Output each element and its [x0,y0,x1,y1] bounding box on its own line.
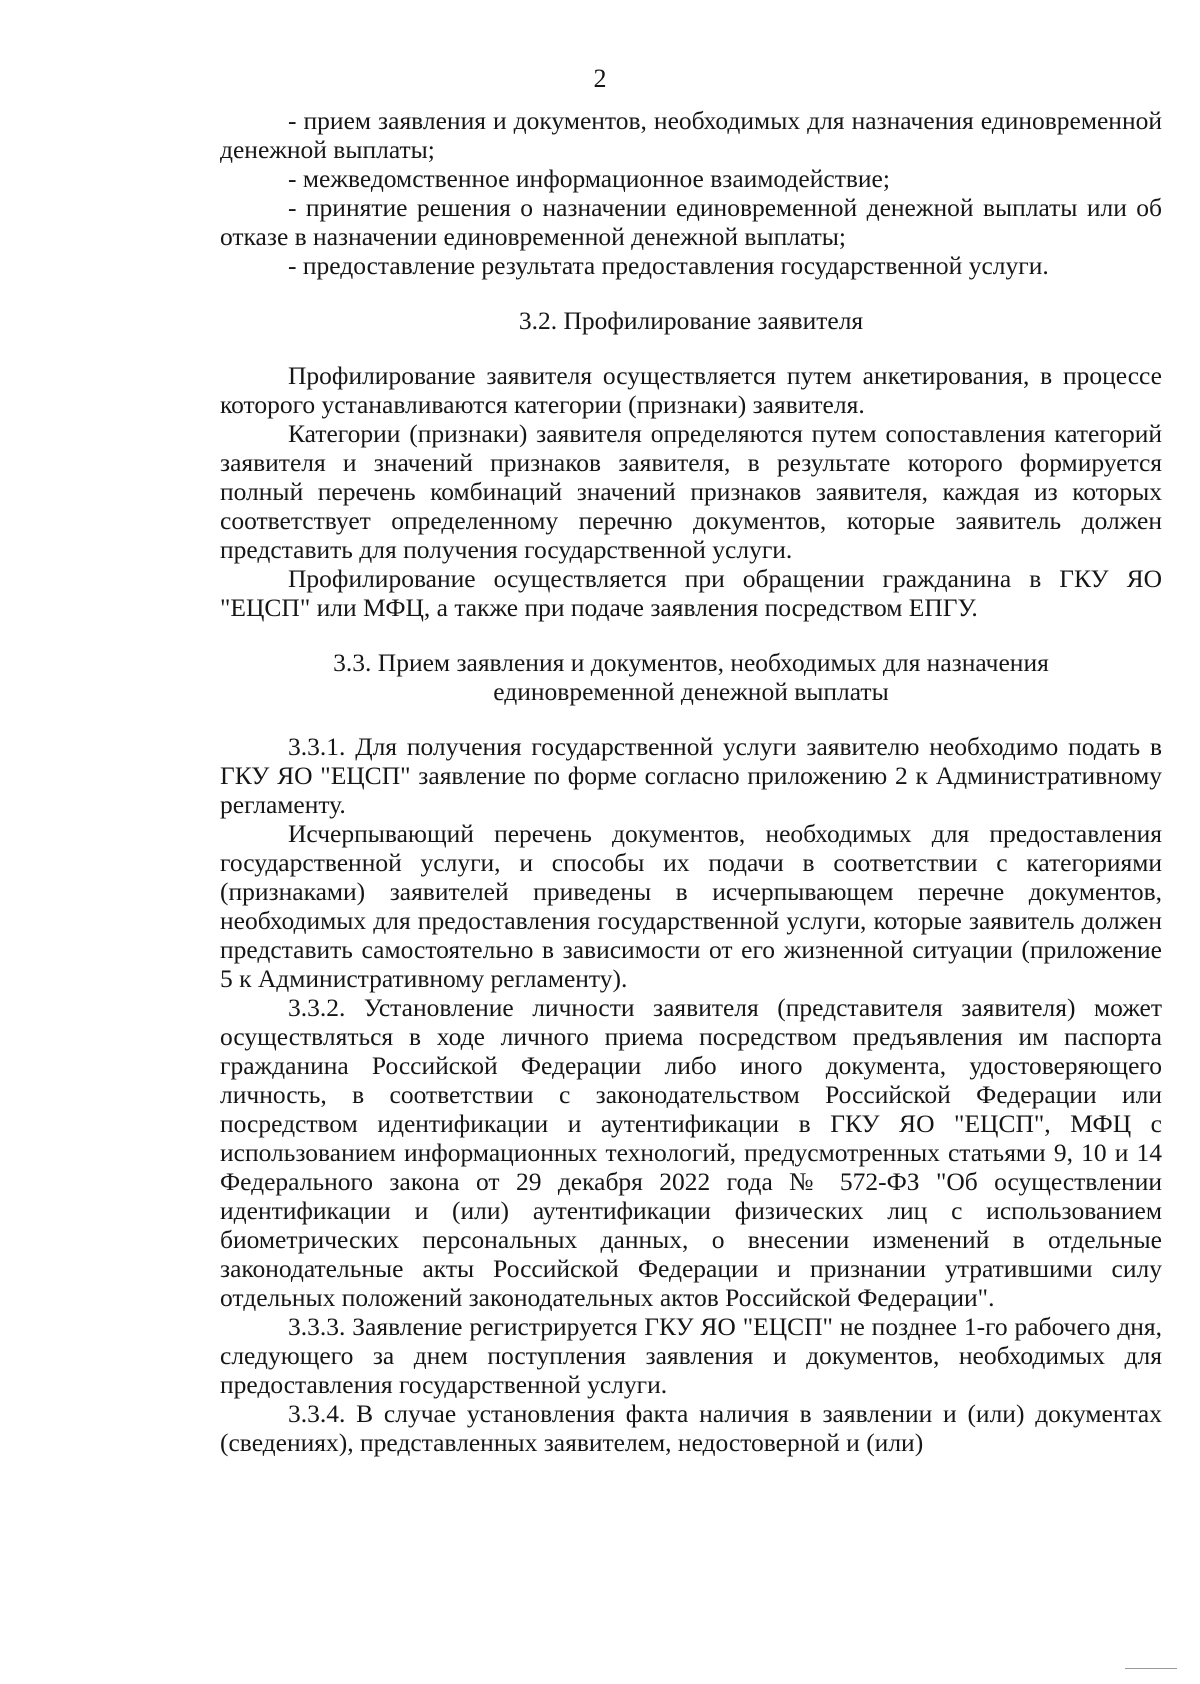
paragraph: Профилирование заявителя осуществляется путем анкетирования, в процессе которого устанавливаются категории (признаки) заявителя. [220,361,1162,419]
list-item: - принятие решения о назначении единовременной денежной выплаты или об отказе в назначении единовременной денежной выплаты; [220,193,1162,251]
page-number: 2 [593,64,607,93]
paragraph-3-3-2: 3.3.2. Установление личности заявителя (представителя заявителя) может осуществляться в ходе личного приема посредством предъявления им паспорта гражданина Российской Федерации либо иного документа, удостоверяющего личность, в соответствии с законодательством Российской Федерации или посредством идентификации и аутентификации в ГКУ ЯО "ЕЦСП", МФЦ с использованием информационных технологий, предусмотренных статьями 9, 10 и 14 Федерального закона от 29 декабря 2022 года № 572-ФЗ "Об осуществлении идентификации и (или) аутентификации физических лиц с использованием биометрических персональных данных, о внесении изменений в отдельные законодательные акты Российской Федерации и признании утратившими силу отдельных положений законодательных актов Российской Федерации". [220,993,1162,1312]
section-heading-3-3 [220,648,1162,706]
paragraph-3-3-4: 3.3.4. В случае установления факта наличия в заявлении и (или) документах (сведениях), представленных заявителем, недостоверной и (или) [220,1399,1162,1457]
document-body [220,106,1162,1457]
paragraph: Профилирование осуществляется при обращении гражданина в ГКУ ЯО "ЕЦСП" или МФЦ, а также при подаче заявления посредством ЕПГУ. [220,564,1162,622]
list-item: - прием заявления и документов, необходимых для назначения единовременной денежной выплаты; [220,106,1162,164]
section-heading-line: единовременной денежной выплаты [493,677,889,706]
section-heading-3-2: 3.2. Профилирование заявителя [518,306,864,335]
corner-mark [1125,1668,1177,1669]
paragraph: Исчерпывающий перечень документов, необходимых для предоставления государственной услуги, и способы их подачи в соответствии с категориями (признаками) заявителей приведены в исчерпывающем перечне документов, необходимых для предоставления государственной услуги, которые заявитель должен представить самостоятельно в зависимости от его жизненной ситуации (приложение 5 к Административному регламенту). [220,819,1162,993]
list-item: - межведомственное информационное взаимодействие; [288,164,890,193]
paragraph-3-3-1: 3.3.1. Для получения государственной услуги заявителю необходимо подать в ГКУ ЯО "ЕЦСП" заявление по форме согласно приложению 2 к Административному регламенту. [220,732,1162,819]
section-heading-line: 3.3. Прием заявления и документов, необходимых для назначения [333,648,1049,677]
paragraph-3-3-3: 3.3.3. Заявление регистрируется ГКУ ЯО "ЕЦСП" не позднее 1-го рабочего дня, следующего за днем поступления заявления и документов, необходимых для предоставления государственной услуги. [220,1312,1162,1399]
list-item: - предоставление результата предоставления государственной услуги. [288,251,1049,280]
paragraph: Категории (признаки) заявителя определяются путем сопоставления категорий заявителя и значений признаков заявителя, в результате которого формируется полный перечень комбинаций значений признаков заявителя, каждая из которых соответствует определенному перечню документов, которые заявитель должен представить для получения государственной услуги. [220,419,1162,564]
